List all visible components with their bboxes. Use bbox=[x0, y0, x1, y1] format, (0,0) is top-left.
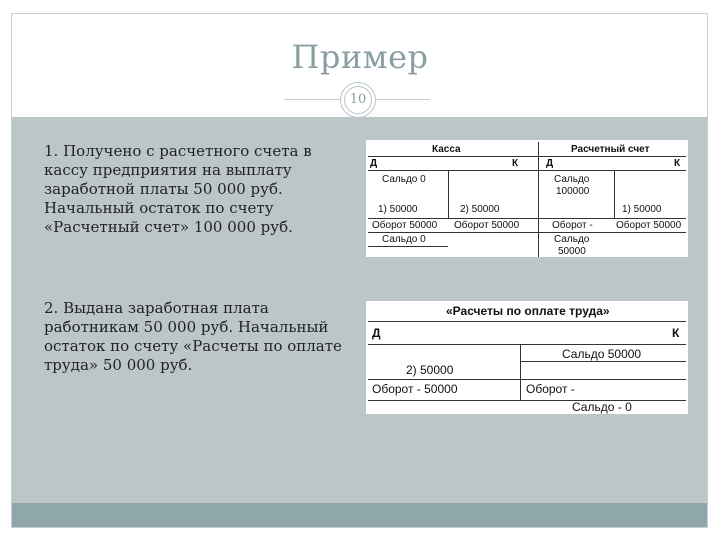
t-accounts-table bbox=[366, 140, 688, 257]
kassa-turnover-debit: Оборот 50000 bbox=[372, 220, 438, 231]
rs-title: Расчетный счет bbox=[571, 144, 650, 155]
rs-closing-1: Сальдо bbox=[554, 234, 590, 245]
slide-title: Пример bbox=[291, 38, 429, 76]
kassa-entry-debit: 1) 50000 bbox=[378, 204, 418, 215]
rs-opening-2: 100000 bbox=[556, 186, 590, 197]
payroll-turnover-debit: Оборот - 50000 bbox=[372, 382, 458, 396]
payroll-credit: К bbox=[672, 326, 680, 340]
slide-number: 10 bbox=[344, 86, 372, 114]
kassa-entry-credit: 2) 50000 bbox=[460, 204, 500, 215]
kassa-debit: Д bbox=[370, 158, 378, 169]
paragraph-1: 1. Получено с расчетного счета в кассу предприятия на выплату заработной платы 50 000 руб. Начальный остаток по счету «Расчетный счет» 100 000 руб. bbox=[44, 142, 312, 236]
paragraph-2: 2. Выдана заработная плата работникам 50 000 руб. Начальный остаток по счету «Расчеты по оплате труда» 50 000 руб. bbox=[44, 299, 342, 374]
kassa-turnover-credit: Оборот 50000 bbox=[454, 220, 520, 231]
slide-number-badge bbox=[340, 82, 376, 118]
payroll-opening: Сальдо 50000 bbox=[562, 347, 642, 361]
kassa-opening: Сальдо 0 bbox=[382, 174, 426, 185]
rs-debit: Д bbox=[546, 158, 554, 169]
kassa-credit: К bbox=[512, 158, 519, 169]
rs-credit: К bbox=[674, 158, 681, 169]
payroll-entry-debit: 2) 50000 bbox=[406, 363, 454, 377]
t-account-payroll bbox=[366, 301, 688, 414]
kassa-title: Касса bbox=[432, 144, 461, 155]
rs-opening-1: Сальдо bbox=[554, 174, 590, 185]
payroll-debit: Д bbox=[372, 326, 381, 340]
rs-closing-2: 50000 bbox=[558, 246, 586, 257]
payroll-turnover-credit: Оборот - bbox=[526, 382, 575, 396]
payroll-title: «Расчеты по оплате труда» bbox=[446, 304, 610, 318]
rs-turnover-credit: Оборот 50000 bbox=[616, 220, 682, 231]
kassa-closing: Сальдо 0 bbox=[382, 234, 426, 245]
rs-turnover-debit: Оборот - bbox=[552, 220, 593, 231]
rs-entry-credit: 1) 50000 bbox=[622, 204, 662, 215]
bottom-bar bbox=[12, 503, 707, 527]
payroll-closing: Сальдо - 0 bbox=[572, 400, 632, 414]
